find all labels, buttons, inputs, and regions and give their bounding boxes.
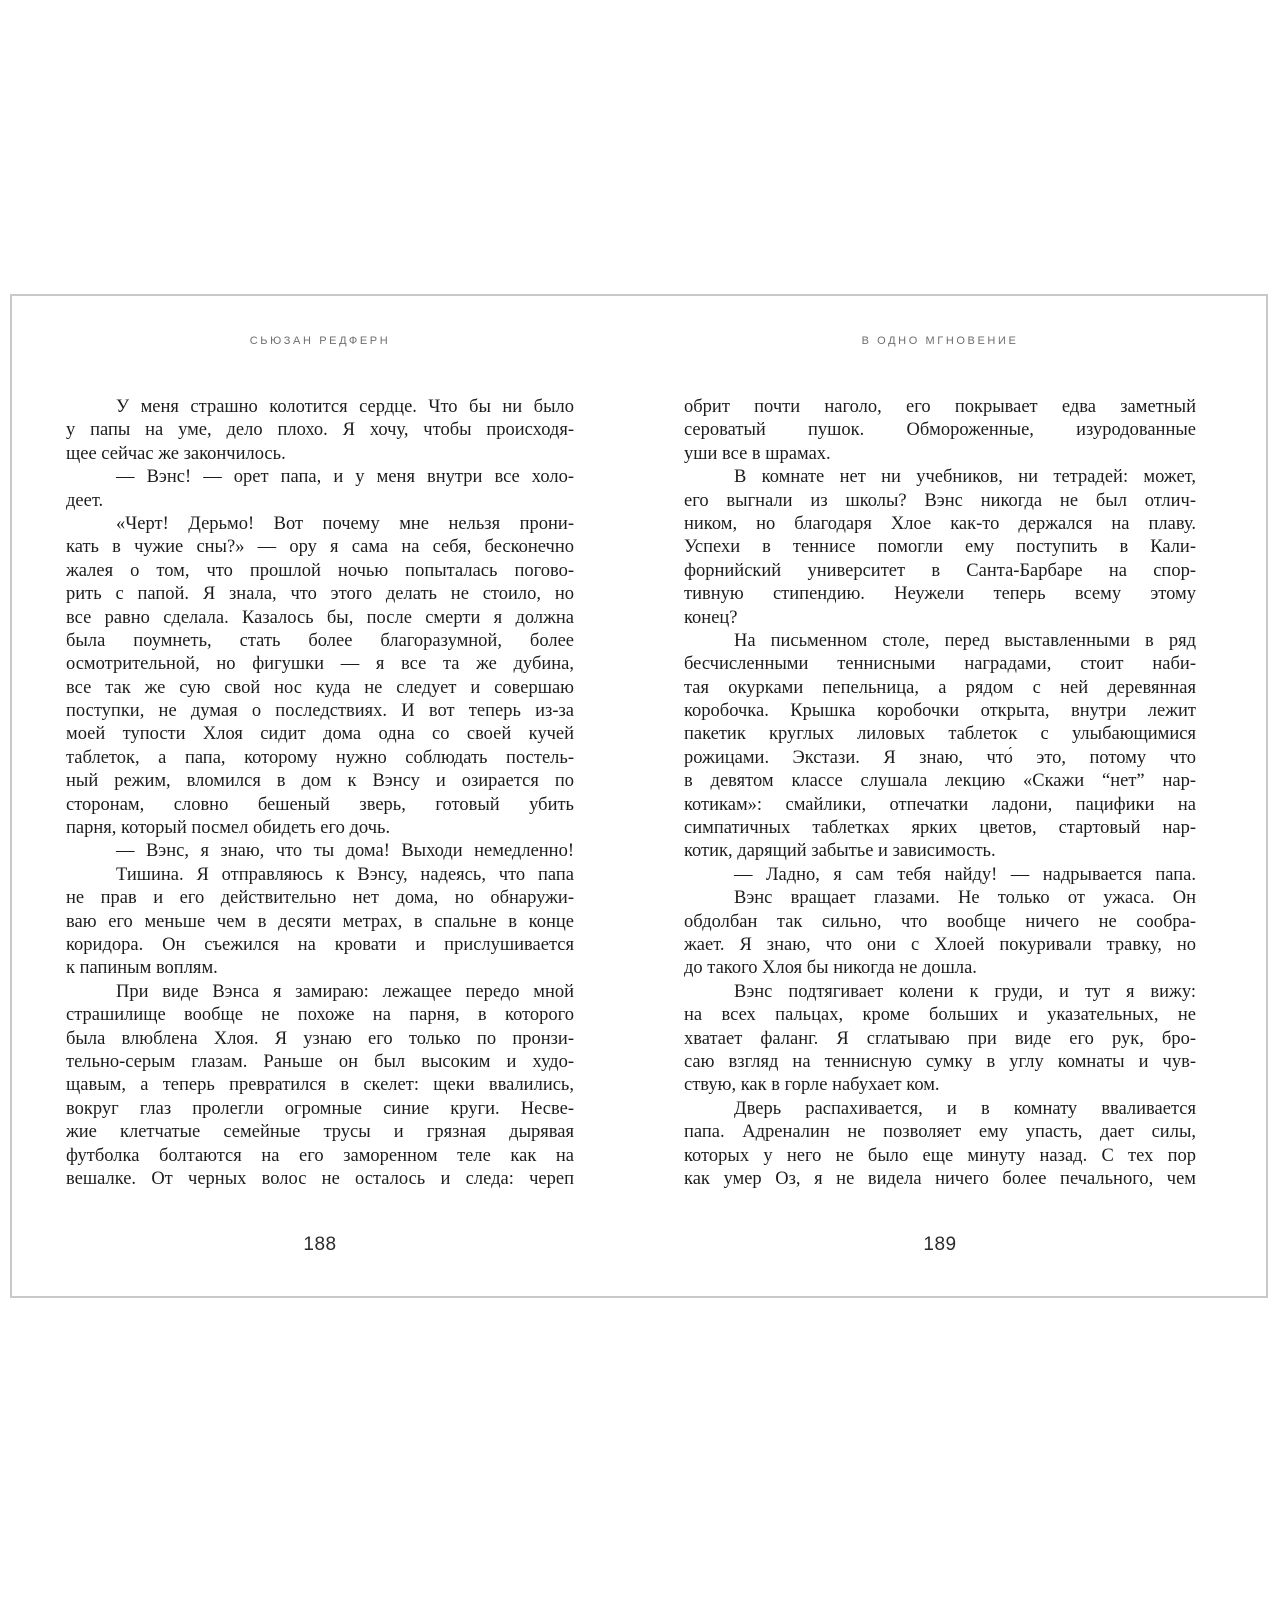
text-line: щее сейчас же закончилось. bbox=[66, 443, 286, 464]
page-number-left: 188 bbox=[303, 1234, 337, 1255]
text-line: у папы на уме, дело плохо. Я хочу, чтобы происходя- bbox=[66, 420, 574, 441]
text-line: форнийский университет в Санта-Барбаре на спор- bbox=[684, 560, 1196, 581]
page-text-right bbox=[684, 396, 1196, 1191]
text-line: рить с папой. Я знала, что этого делать не стоило, но bbox=[66, 584, 574, 605]
text-line: поступки, не думая о последствиях. И вот теперь из-за bbox=[66, 701, 574, 722]
text-line: до такого Хлоя бы никогда не дошла. bbox=[684, 958, 977, 979]
text-line: не прав и его действительно нет дома, но обнаружи- bbox=[66, 888, 574, 909]
running-header-title: В ОДНО МГНОВЕНИЕ bbox=[861, 335, 1019, 347]
text-line: саю взгляд на теннисную сумку в углу комнаты и чув- bbox=[684, 1051, 1196, 1072]
text-line: которых у него не было еще минуту назад. С тех пор bbox=[684, 1145, 1196, 1166]
running-header-author: СЬЮЗАН РЕДФЕРН bbox=[249, 335, 391, 347]
text-line: В комнате нет ни учебников, ни тетрадей: может, bbox=[734, 467, 1196, 488]
text-line: Тишина. Я отправляюсь к Вэнсу, надеясь, что папа bbox=[116, 864, 574, 885]
text-line: На письменном столе, перед выставленными в ряд bbox=[734, 630, 1196, 651]
text-line: «Черт! Дерьмо! Вот почему мне нельзя прони- bbox=[116, 513, 574, 534]
text-line: котикам»: смайлики, отпечатки ладони, пацифики на bbox=[684, 794, 1196, 815]
text-line: страшилище вообще не похоже на парня, в которого bbox=[66, 1005, 574, 1026]
text-line: парня, который посмел обидеть его дочь. bbox=[66, 818, 391, 839]
text-line: — Вэнс! — орет папа, и у меня внутри все холо- bbox=[116, 467, 574, 488]
text-line: рожицами. Экстази. Я знаю, что́ это, потому что bbox=[684, 747, 1196, 768]
text-line: бесчисленными теннисными наградами, стоит наби- bbox=[684, 654, 1196, 675]
text-line: осмотрительной, но фигушки — я все та же дубина, bbox=[66, 654, 574, 675]
page-text-left bbox=[66, 396, 574, 1191]
text-line: тельно-серым глазам. Раньше он был высоким и худо- bbox=[66, 1051, 574, 1072]
text-line: хватает фаланг. Я сглатываю при виде его рук, бро- bbox=[684, 1028, 1196, 1049]
text-line: жие клетчатые семейные трусы и грязная дырявая bbox=[66, 1122, 574, 1143]
text-line: футболка болтаются на его заморенном теле как на bbox=[66, 1145, 574, 1166]
text-line: была поумнеть, стать более благоразумной, более bbox=[66, 630, 574, 651]
text-line: сторонам, словно бешеный зверь, готовый убить bbox=[66, 794, 574, 815]
text-line: тивную стипендию. Неужели теперь всему этому bbox=[684, 584, 1196, 605]
text-line: Успехи в теннисе помогли ему поступить в Кали- bbox=[684, 537, 1196, 558]
page-number-right: 189 bbox=[923, 1234, 957, 1255]
text-line: вешалке. От черных волос не осталось и следа: череп bbox=[66, 1168, 574, 1189]
text-line: обдолбан так сильно, что вообще ничего не сообра- bbox=[684, 911, 1196, 932]
text-line: Вэнс подтягивает колени к груди, и тут я вижу: bbox=[734, 981, 1196, 1002]
text-line: в девятом классе слушала лекцию «Скажи “нет” нар- bbox=[684, 771, 1196, 792]
page-left bbox=[66, 296, 574, 1296]
text-line: котик, дарящий забытье и зависимость. bbox=[684, 841, 996, 862]
text-line: ный режим, вломился в дом к Вэнсу и озирается по bbox=[66, 771, 574, 792]
page-right bbox=[684, 296, 1196, 1296]
text-line: была влюблена Хлоя. Я узнаю его только по пронзи- bbox=[66, 1028, 574, 1049]
text-line: — Вэнс, я знаю, что ты дома! Выходи немедленно! bbox=[116, 841, 574, 862]
text-line: У меня страшно колотится сердце. Что бы ни было bbox=[116, 397, 574, 417]
text-line: вокруг глаз пролегли огромные синие круги. Несве- bbox=[66, 1098, 574, 1119]
text-line: кать в чужие сны?» — ору я сама на себя, бесконечно bbox=[66, 537, 574, 558]
book-spread-frame bbox=[10, 294, 1268, 1298]
text-line: конец? bbox=[684, 607, 738, 628]
text-line: Дверь распахивается, и в комнату вваливается bbox=[734, 1098, 1196, 1119]
text-line: все равно сделала. Казалось бы, после смерти я должна bbox=[66, 607, 574, 628]
text-line: как умер Оз, я не видела ничего более печального, чем bbox=[684, 1168, 1196, 1189]
text-line: его выгнали из школы? Вэнс никогда не был отлич- bbox=[684, 490, 1196, 511]
text-line: ником, но благодаря Хлое как-то держался на плаву. bbox=[684, 513, 1196, 534]
text-line: При виде Вэнса я замираю: лежащее передо мной bbox=[116, 981, 574, 1002]
text-line: на всех пальцах, кроме больших и указательных, не bbox=[684, 1005, 1196, 1026]
text-line: ваю его меньше чем в десяти метрах, в спальне в конце bbox=[66, 911, 574, 932]
text-line: уши все в шрамах. bbox=[684, 443, 831, 464]
text-line: щавым, а теперь превратился в скелет: щеки ввалились, bbox=[66, 1075, 574, 1096]
text-line: Вэнс вращает глазами. Не только от ужаса. Он bbox=[734, 888, 1196, 909]
text-line: — Ладно, я сам тебя найду! — надрывается папа. bbox=[734, 864, 1196, 885]
text-line: жалея о том, что прошлой ночью попыталась погово- bbox=[66, 560, 574, 581]
text-line: коробочка. Крышка коробочки открыта, внутри лежит bbox=[684, 701, 1196, 722]
text-line: сероватый пушок. Обмороженные, изуродованные bbox=[684, 420, 1196, 441]
text-line: деет. bbox=[66, 490, 104, 511]
text-line: жает. Я знаю, что они с Хлоей покуривали травку, но bbox=[684, 934, 1196, 955]
text-line: моей тупости Хлоя сидит дома одна со своей кучей bbox=[66, 724, 574, 745]
text-line: обрит почти наголо, его покрывает едва заметный bbox=[684, 397, 1196, 417]
text-line: пакетик круглых лиловых таблеток с улыбающимися bbox=[684, 724, 1196, 745]
text-line: папа. Адреналин не позволяет ему упасть, дает силы, bbox=[684, 1122, 1196, 1143]
text-line: ствую, как в горле набухает ком. bbox=[684, 1075, 940, 1096]
text-line: тая окурками пепельница, а рядом с ней деревянная bbox=[684, 677, 1196, 698]
text-line: таблеток, а папа, которому нужно соблюдать постель- bbox=[66, 747, 574, 768]
text-line: коридора. Он съежился на кровати и прислушивается bbox=[66, 934, 574, 955]
text-line: к папиным воплям. bbox=[66, 958, 218, 979]
text-line: все так же сую свой нос куда не следует и совершаю bbox=[66, 677, 574, 698]
text-line: симпатичных таблетках ярких цветов, стартовый нар- bbox=[684, 818, 1196, 839]
